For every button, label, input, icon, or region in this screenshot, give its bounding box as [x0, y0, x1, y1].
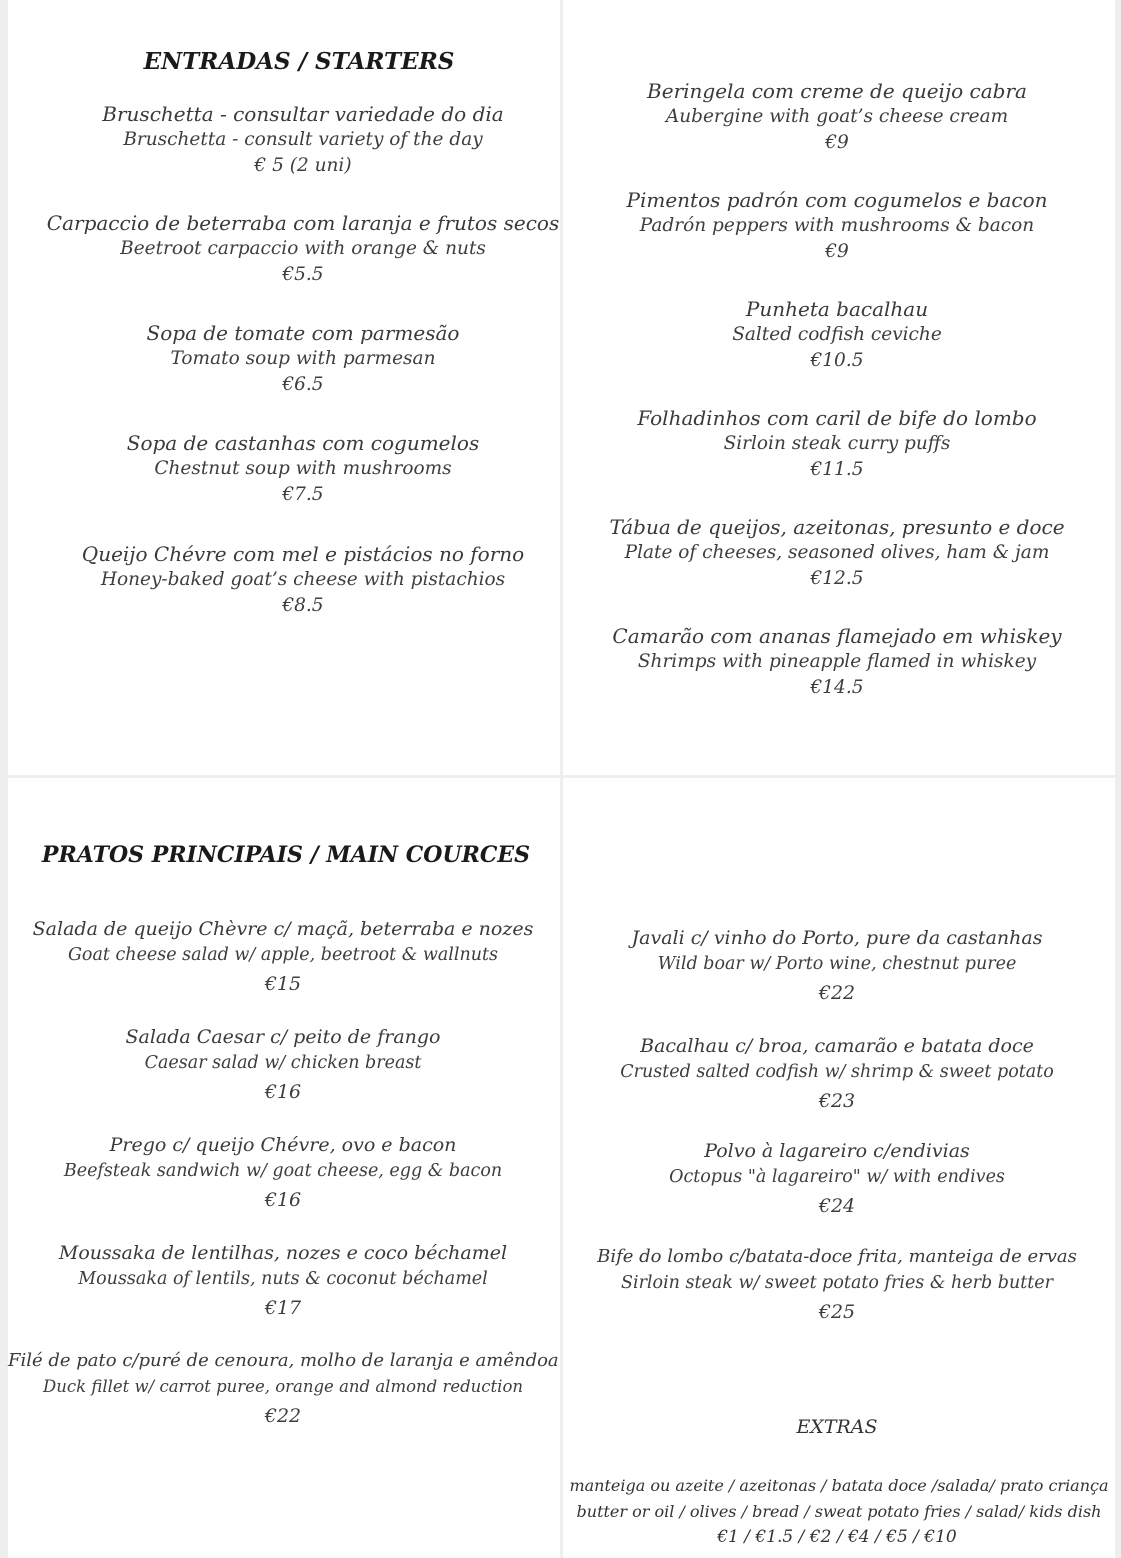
menu-item — [563, 405, 1111, 483]
menu-item — [8, 320, 598, 398]
menu-item — [8, 541, 598, 619]
item-price: €8.5 — [282, 595, 324, 616]
item-name-pt: Folhadinhos com caril de bife do lombo — [637, 406, 1037, 430]
item-price: €7.5 — [282, 484, 324, 505]
item-price: €24 — [818, 1195, 856, 1217]
item-price: €15 — [264, 973, 302, 995]
menu-item — [8, 101, 598, 179]
item-price: €12.5 — [810, 568, 864, 589]
extras-list-en: butter or oil / olives / bread / sweat potato fries / salad/ kids dish — [576, 1502, 1102, 1521]
menu-item — [563, 1033, 1111, 1117]
item-price: €22 — [264, 1405, 302, 1427]
menu-item — [563, 1138, 1111, 1222]
item-name-en: Tomato soup with parmesan — [170, 348, 436, 369]
item-name-en: Duck fillet w/ carrot puree, orange and almond reduction — [42, 1377, 524, 1396]
item-name-en: Beefsteak sandwich w/ goat cheese, egg & bacon — [63, 1161, 503, 1181]
item-name-pt: Carpaccio de beterraba com laranja e frutos secos — [46, 211, 560, 235]
item-name-en: Aubergine with goat’s cheese cream — [665, 106, 1009, 127]
menu-item — [8, 210, 598, 288]
item-price: €23 — [818, 1090, 856, 1112]
menu-item — [563, 78, 1111, 156]
item-name-en: Chestnut soup with mushrooms — [154, 458, 452, 479]
item-name-pt: Prego c/ queijo Chévre, ovo e bacon — [109, 1134, 457, 1156]
item-name-en: Sirloin steak curry puffs — [723, 433, 951, 454]
item-name-pt: Polvo à lagareiro c/endivias — [704, 1140, 970, 1162]
item-name-pt: Moussaka de lentilhas, nozes e coco béchamel — [58, 1242, 508, 1264]
item-name-pt: Tábua de queijos, azeitonas, presunto e doce — [609, 515, 1065, 539]
item-name-pt: Salada Caesar c/ peito de frango — [125, 1026, 441, 1048]
extras-list-pt: manteiga ou azeite / azeitonas / batata doce /salada/ prato criança — [569, 1476, 1109, 1495]
menu-item — [8, 1348, 558, 1432]
item-name-pt: Bife do lombo c/batata-doce frita, manteiga de ervas — [597, 1246, 1077, 1267]
item-name-pt: Bacalhau c/ broa, camarão e batata doce — [640, 1035, 1034, 1057]
starters-heading: ENTRADAS / STARTERS — [143, 48, 455, 75]
item-price: €11.5 — [810, 459, 864, 480]
extras-prices: €1 / €1.5 / €2 / €4 / €5 / €10 — [717, 1527, 957, 1547]
item-price: €14.5 — [810, 677, 864, 698]
menu-item — [8, 916, 558, 1000]
menu-item — [8, 1240, 558, 1324]
menu-item — [563, 1244, 1111, 1328]
item-name-en: Goat cheese salad w/ apple, beetroot & wallnuts — [67, 945, 499, 965]
item-name-en: Crusted salted codfish w/ shrimp & sweet potato — [620, 1062, 1054, 1082]
item-name-en: Caesar salad w/ chicken breast — [144, 1053, 422, 1073]
item-name-en: Salted codfish ceviche — [732, 324, 942, 345]
item-price: €10.5 — [810, 350, 864, 371]
item-price: €6.5 — [282, 374, 324, 395]
menu-item — [563, 623, 1111, 701]
menu-item — [563, 187, 1111, 265]
menu-item — [563, 514, 1111, 592]
item-name-en: Padrón peppers with mushrooms & bacon — [639, 215, 1035, 236]
item-price: €16 — [264, 1189, 302, 1211]
item-price: €17 — [264, 1297, 302, 1319]
item-name-en: Beetroot carpaccio with orange & nuts — [120, 238, 486, 259]
menu-item — [8, 1024, 558, 1108]
item-price: €5.5 — [282, 264, 324, 285]
item-name-en: Wild boar w/ Porto wine, chestnut puree — [657, 954, 1017, 974]
item-price: € 5 (2 uni) — [254, 155, 352, 176]
item-name-pt: Salada de queijo Chèvre c/ maçã, beterraba e nozes — [32, 918, 534, 940]
item-price: €22 — [818, 982, 856, 1004]
item-price: €9 — [825, 241, 849, 262]
menu-item — [563, 925, 1111, 1009]
item-name-pt: Camarão com ananas flamejado em whiskey — [612, 624, 1062, 648]
item-name-en: Octopus "à lagareiro" w/ with endives — [669, 1167, 1005, 1187]
item-name-pt: Sopa de tomate com parmesão — [146, 321, 460, 345]
item-name-en: Honey-baked goat’s cheese with pistachios — [100, 569, 506, 590]
extras-title: EXTRAS — [796, 1416, 878, 1438]
item-name-en: Bruschetta - consult variety of the day — [123, 129, 483, 150]
item-name-en: Moussaka of lentils, nuts & coconut béchamel — [78, 1269, 488, 1289]
item-name-en: Sirloin steak w/ sweet potato fries & herb butter — [620, 1273, 1054, 1293]
item-name-pt: Beringela com creme de queijo cabra — [647, 79, 1027, 103]
item-name-en: Shrimps with pineapple flamed in whiskey — [637, 651, 1037, 672]
item-name-pt: Filé de pato c/puré de cenoura, molho de laranja e amêndoa — [8, 1350, 559, 1371]
item-name-pt: Javali c/ vinho do Porto, pure da castanhas — [631, 927, 1043, 949]
mains-heading: PRATOS PRINCIPAIS / MAIN COURCES — [41, 842, 531, 868]
menu-item — [8, 430, 598, 508]
item-name-en: Plate of cheeses, seasoned olives, ham & jam — [624, 542, 1050, 563]
menu-item — [8, 1132, 558, 1216]
item-price: €25 — [818, 1301, 856, 1323]
item-name-pt: Pimentos padrón com cogumelos e bacon — [626, 188, 1048, 212]
item-price: €9 — [825, 132, 849, 153]
item-name-pt: Sopa de castanhas com cogumelos — [126, 431, 480, 455]
item-name-pt: Queijo Chévre com mel e pistácios no forno — [81, 542, 525, 566]
item-price: €16 — [264, 1081, 302, 1103]
item-name-pt: Punheta bacalhau — [745, 297, 929, 321]
item-name-pt: Bruschetta - consultar variedade do dia — [102, 102, 504, 126]
menu-item — [563, 296, 1111, 374]
